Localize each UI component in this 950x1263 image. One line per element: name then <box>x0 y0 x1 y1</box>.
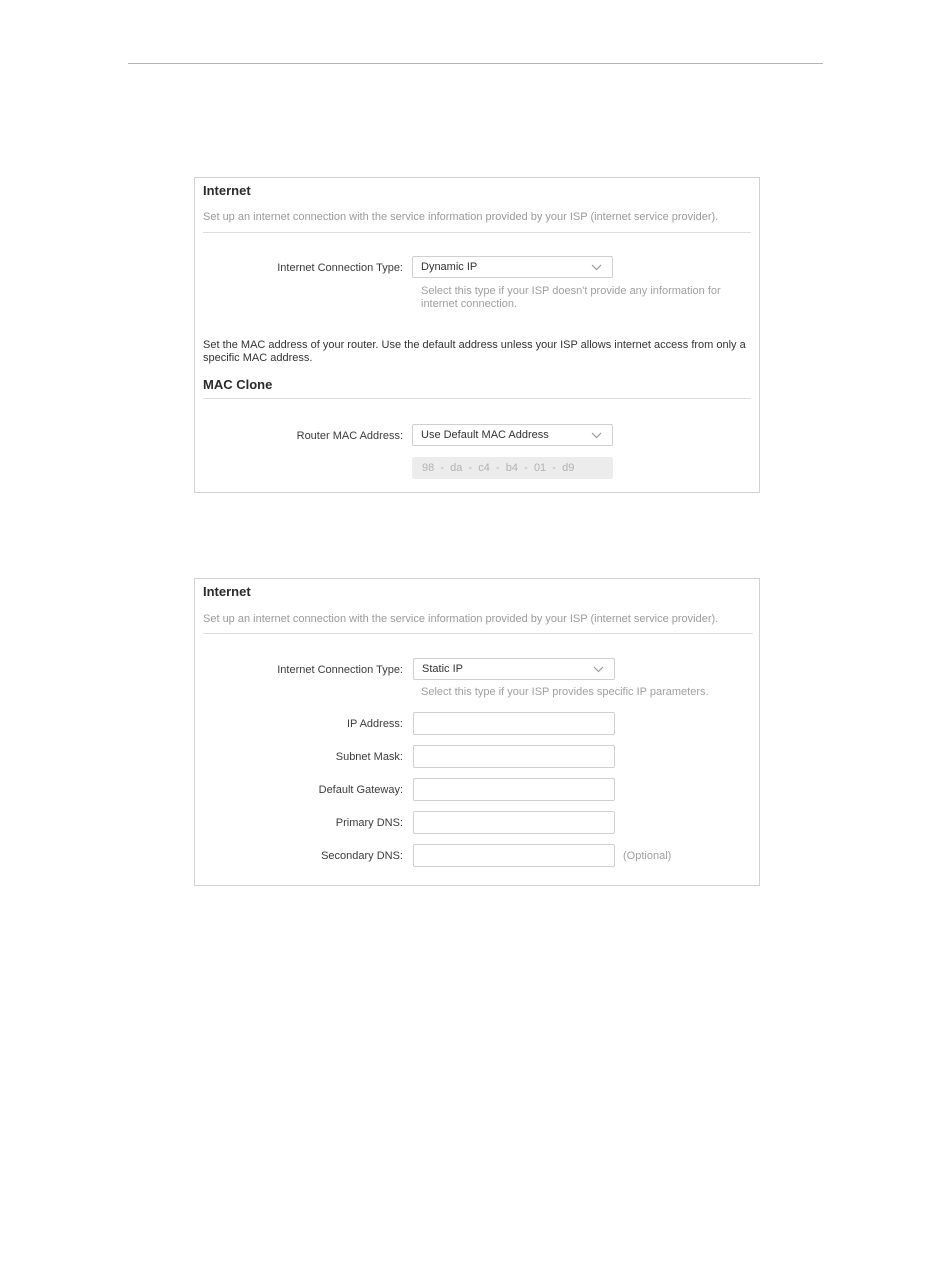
connection-type-hint: Select this type if your ISP provides specific IP parameters. <box>421 686 709 698</box>
mac-octet: 98 <box>422 462 435 474</box>
panel-description: Set up an internet connection with the service information provided by your ISP (internet service provider). <box>203 613 719 625</box>
subnet-mask-input[interactable] <box>413 745 615 768</box>
chevron-down-icon <box>591 432 602 439</box>
secondary-dns-input[interactable] <box>413 844 615 867</box>
title-divider <box>203 232 751 233</box>
chevron-down-icon <box>593 666 604 673</box>
panel-title: Internet <box>203 183 251 198</box>
connection-type-label: Internet Connection Type: <box>277 664 403 676</box>
connection-type-select[interactable] <box>412 256 613 278</box>
panel-description: Set up an internet connection with the service information provided by your ISP (internet service provider). <box>203 211 719 223</box>
subnet-mask-label: Subnet Mask: <box>335 751 403 763</box>
panel-title: Internet <box>203 584 251 599</box>
mac-intro-text: Set the MAC address of your router. Use the default address unless your ISP allows internet access from only a specific MAC address. <box>203 339 746 364</box>
mac-octet: d9 <box>562 462 575 474</box>
page-header-rule <box>128 63 823 64</box>
mac-clone-title: MAC Clone <box>203 377 273 392</box>
connection-type-select[interactable] <box>413 658 615 680</box>
mac-address-display: 98 - da - c4 - b4 - 01 - d9 <box>412 457 613 479</box>
default-gateway-input[interactable] <box>413 778 615 801</box>
mac-octet: da <box>450 462 463 474</box>
ip-address-input[interactable] <box>413 712 615 735</box>
mac-clone-divider <box>203 398 751 399</box>
title-divider <box>203 633 753 634</box>
primary-dns-label: Primary DNS: <box>335 817 403 829</box>
router-mac-value: Use Default MAC Address <box>421 429 549 441</box>
primary-dns-input[interactable] <box>413 811 615 834</box>
connection-type-label: Internet Connection Type: <box>277 262 403 274</box>
chevron-down-icon <box>591 264 602 271</box>
internet-panel-static-ip <box>194 578 760 886</box>
router-mac-select[interactable] <box>412 424 613 446</box>
mac-octet: b4 <box>505 462 519 474</box>
internet-panel-dynamic-ip <box>194 177 760 493</box>
connection-type-value: Static IP <box>422 663 463 675</box>
secondary-dns-label: Secondary DNS: <box>321 850 403 862</box>
default-gateway-label: Default Gateway: <box>318 784 403 796</box>
ip-address-label: IP Address: <box>346 718 403 730</box>
connection-type-value: Dynamic IP <box>421 261 478 273</box>
router-mac-label: Router MAC Address: <box>296 430 403 442</box>
mac-octet: 01 <box>533 462 547 474</box>
connection-type-hint: Select this type if your ISP doesn't provide any information for internet connection. <box>421 285 721 310</box>
mac-octet: c4 <box>478 462 490 474</box>
optional-note: (Optional) <box>623 850 672 862</box>
